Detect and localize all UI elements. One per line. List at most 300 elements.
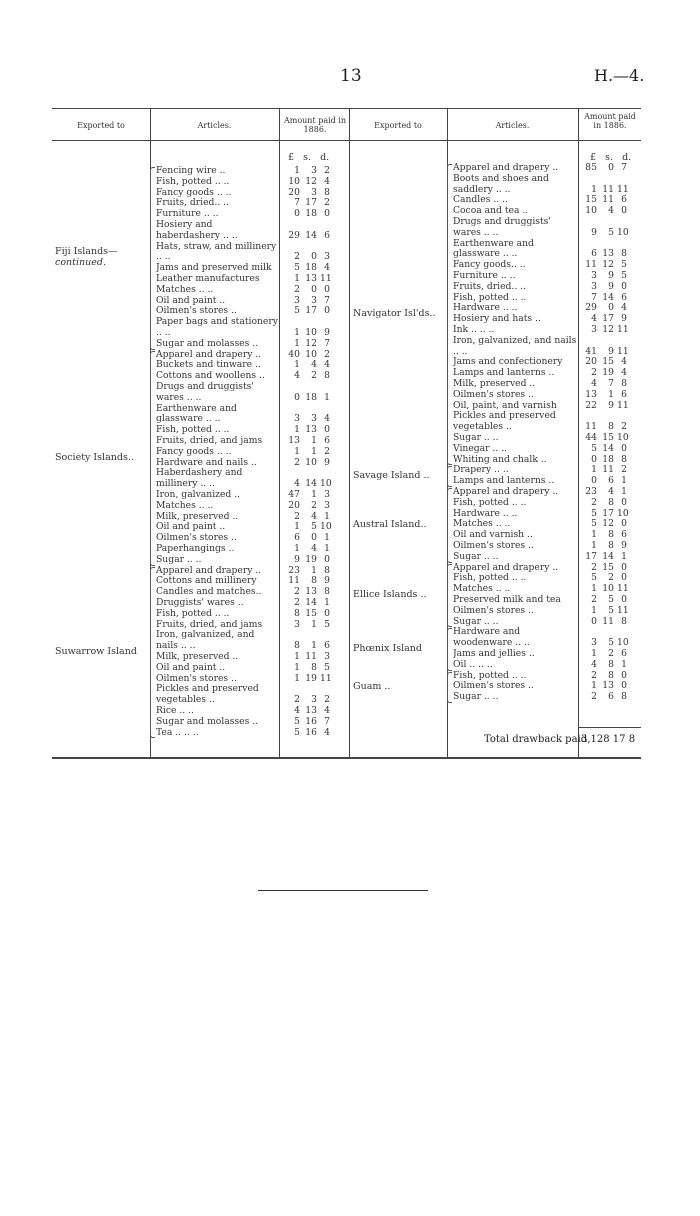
amount-pounds: 85 [585,162,597,173]
article-name: Lamps and lanterns .. [453,368,555,379]
group-brace [150,351,155,566]
table-row [453,260,644,271]
amount-pounds: 4 [591,313,597,325]
amount-shillings: 9 [608,399,614,411]
amount-shillings: 0 [311,251,317,263]
amount-shillings: 1 [311,488,317,500]
amount-pence: 0 [621,680,627,692]
amount-shillings: 17 [305,305,317,317]
table-row [156,490,347,501]
amount-pence: 4 [324,704,330,716]
article-name: Boots and shoes and saddlery .. .. [453,173,549,195]
amount-pounds: 13 [288,434,300,446]
table-row [453,627,644,649]
amount-pounds: 4 [591,658,597,670]
table-row [156,684,347,706]
destination-label: Austral Island.. [353,518,427,530]
amount-shillings: 2 [311,370,317,382]
amount-pounds: 1 [591,529,597,541]
unit-shillings: s. [303,152,312,163]
group-brace [447,564,452,628]
amount-pounds: 2 [294,586,300,598]
amount-pounds: 1 [591,464,597,476]
amount-pounds: 47 [288,488,300,500]
header-bottom-rule [52,140,641,141]
article-name: Fancy goods.. .. [453,260,526,271]
amount-pence: 1 [324,542,330,554]
article-name: Cocoa and tea .. [453,206,529,217]
amount-pounds: 22 [585,399,597,411]
article-name: Oil and varnish .. [453,530,533,541]
article-name: Apparel and drapery .. [453,163,559,173]
amount-shillings: 5 [311,521,317,533]
article-name: Pickles and preserved vegetables .. [156,684,259,706]
amount-shillings: 12 [602,518,614,530]
amount-shillings: 8 [608,496,614,508]
amount-pence: 4 [324,413,330,425]
table-row [156,198,347,209]
amount-pounds: 1 [591,647,597,659]
destination-group [453,487,644,563]
article-name: Matches .. .. [453,519,511,530]
amount-pence: 11 [617,604,629,616]
article-name: Iron, galvanized, and nails .. .. [156,630,255,652]
table-row [156,425,347,436]
destination-group [453,627,644,670]
amount-shillings: 12 [305,175,317,187]
amount-pounds: 2 [591,561,597,573]
table-row [453,487,644,498]
amount-pounds: 2 [294,694,300,706]
table-row [156,296,347,307]
group-brace [447,672,452,703]
article-name: Hardware .. .. [453,303,518,314]
article-name: Matches .. .. [453,584,511,595]
article-name: Earthenware and glassware .. .. [156,403,237,425]
amount-pence: 1 [621,486,627,497]
table-row [453,509,644,520]
article-name: Haberdashery and millinery .. .. [156,468,243,490]
amount-pounds: 3 [294,294,300,306]
amount-shillings: 18 [305,208,317,220]
article-name: Drugs and druggists' wares .. .. [156,381,254,403]
amount-pence: 11 [617,323,629,335]
article-name: Iron, galvanized .. [156,489,241,500]
article-name: Matches .. .. [156,500,214,511]
amount-shillings: 18 [602,453,614,465]
table-row [453,595,644,606]
amount-pence: 2 [621,464,627,476]
amount-pounds: 1 [294,521,300,533]
amount-pence: 7 [621,162,627,173]
amount-pounds: 13 [585,388,597,400]
destination-group [453,671,644,703]
amount-shillings: 0 [608,162,614,173]
amount-pence: 9 [621,539,627,551]
amount-pence: 0 [324,305,330,317]
table-row [156,220,347,242]
article-name: Drapery .. .. [453,465,509,476]
article-name: Sugar .. .. [453,551,499,562]
amount-pounds: 2 [294,456,300,468]
amount-shillings: 10 [305,456,317,468]
destination-label: Savage Island .. [353,470,430,482]
amount-shillings: 1 [608,388,614,400]
amount-pence: 4 [621,356,627,368]
table-row [453,584,644,595]
table-row [453,314,644,325]
article-name: Vinegar .. .. [453,443,508,454]
amount-shillings: 5 [608,604,614,616]
amount-pence: 5 [324,661,330,673]
amount-pounds: 5 [294,726,300,738]
page-number: 13 [340,66,362,86]
amount-shillings: 19 [602,367,614,379]
amount-pence: 2 [621,421,627,433]
article-name: Fish, potted .. .. [156,608,230,619]
amount-pounds: 11 [585,421,597,433]
amount-pence: 0 [324,607,330,619]
amount-shillings: 6 [608,691,614,703]
amount-pounds: 1 [294,359,300,371]
table-row [156,663,347,674]
table-row [156,177,347,188]
table-row [156,447,347,458]
article-name: Candles .. .. [453,195,508,206]
amount-pounds: 29 [288,229,300,241]
amount-pence: 1 [324,596,330,608]
article-name: Sugar .. .. [156,554,202,565]
table-row [453,239,644,261]
destination-label: Suwarrow Island [55,646,137,657]
amount-pence: 0 [621,518,627,530]
article-name: Tea .. .. .. [156,727,199,738]
amount-pounds: 0 [294,208,300,220]
table-row [156,350,347,361]
amount-pounds: 0 [591,475,597,487]
table-row [156,533,347,544]
amount-pence: 6 [621,647,627,659]
article-name: Fruits, dried, and jams [156,435,263,446]
amount-shillings: 3 [311,694,317,706]
table-row [453,411,644,433]
article-name: Oil .. .. .. [453,659,493,670]
amount-pence: 0 [621,669,627,681]
amount-pence: 11 [617,183,629,195]
table-row [453,692,644,703]
amount-shillings: 4 [311,359,317,371]
article-name: Sugar .. .. [453,616,499,627]
amount-shillings: 8 [311,575,317,587]
article-name: Fruits, dried.. .. [453,281,527,292]
amount-pence: 10 [617,507,629,519]
amount-shillings: 0 [311,532,317,544]
amount-shillings: 8 [311,661,317,673]
amount-pence: 8 [621,248,627,260]
article-name: Hosiery and hats .. [453,314,541,325]
amount-pence: 4 [621,367,627,379]
total-label: Total drawback paid [484,734,588,745]
table-row [453,195,644,206]
article-name: Jams and preserved milk [156,263,272,274]
amount-pence: 11 [617,399,629,411]
destination-label: Society Islands.. [55,451,134,463]
amount-shillings: 8 [608,529,614,541]
amount-shillings: 6 [608,475,614,487]
amount-pence: 0 [621,280,627,292]
amount-pounds: 1 [591,183,597,195]
amount-pence: 2 [324,197,330,209]
article-name: Paper bags and stationery .. .. [156,317,278,338]
article-name: Jams and jellies .. [453,648,535,659]
amount-pence: 11 [617,583,629,595]
table-row [156,274,347,285]
amount-pounds: 5 [294,715,300,727]
table-row [453,174,644,196]
amount-pence: 1 [324,391,330,403]
amount-shillings: 0 [608,302,614,314]
amount-shillings: 4 [311,542,317,554]
amount-pounds: 2 [294,596,300,608]
amount-pence: 7 [324,715,330,727]
article-name: Fish, potted .. .. [156,425,230,436]
amount-pence: 4 [324,726,330,738]
table-row [156,468,347,490]
amount-pence: 5 [621,259,627,271]
amount-pounds: 5 [591,507,597,519]
amount-shillings: 5 [608,226,614,238]
amount-pence: 0 [621,442,627,454]
table-row [156,360,347,371]
table-row [156,717,347,728]
destination-group [453,563,644,628]
amount-pence: 1 [621,658,627,670]
amount-pounds: 1 [294,542,300,554]
amount-shillings: 10 [602,583,614,595]
amount-pence: 0 [324,208,330,220]
article-name: Oilmen's stores .. [453,540,534,551]
amount-pence: 0 [324,553,330,565]
amount-shillings: 13 [305,704,317,716]
amount-pence: 9 [324,575,330,587]
article-name: Hardware .. .. [453,508,518,519]
amount-pounds: 1 [294,424,300,436]
amount-shillings: 1 [311,618,317,630]
table-row [453,390,644,401]
article-name: Preserved milk and tea [453,594,561,605]
amount-pounds: 1 [294,165,300,176]
amount-shillings: 16 [305,726,317,738]
amount-shillings: 0 [311,283,317,295]
amount-pence: 6 [621,529,627,541]
amount-pounds: 9 [591,226,597,238]
amount-pounds: 17 [585,550,597,562]
amount-pounds: 2 [294,251,300,263]
amount-pence: 8 [621,691,627,703]
amount-pence: 6 [621,388,627,400]
amount-pounds: 3 [591,280,597,292]
amount-pence: 0 [621,496,627,508]
table-row [156,188,347,199]
amount-pounds: 0 [591,453,597,465]
amount-pence: 9 [621,313,627,325]
amount-pence: 3 [324,251,330,263]
amount-shillings: 11 [602,183,614,195]
table-row [453,163,644,174]
table-row [453,293,644,304]
table-row [156,728,347,739]
amount-pounds: 3 [294,618,300,630]
amount-pounds: 1 [294,650,300,662]
amount-shillings: 15 [602,431,614,443]
article-name: Furniture .. .. [453,270,516,281]
article-name: Sugar .. .. [453,432,499,443]
table-row [156,566,347,577]
group-brace [447,164,452,465]
article-name: Fruits, dried, and jams [156,619,263,630]
amount-shillings: 18 [305,391,317,403]
article-name: Leather manufactures [156,273,260,284]
amount-shillings: 16 [305,715,317,727]
amount-pounds: 2 [591,367,597,379]
article-name: Hardware and nails .. [156,457,257,468]
article-name: Hardware and woodenware .. .. [453,627,530,649]
amount-pounds: 44 [585,431,597,443]
amount-pounds: 2 [591,691,597,703]
amount-pence: 5 [621,269,627,281]
amount-shillings: 1 [311,640,317,652]
amount-pounds: 1 [294,445,300,457]
amount-pounds: 3 [591,637,597,649]
amount-pence: 8 [324,370,330,382]
table-row [156,166,347,177]
unit-shillings: s. [605,152,614,163]
amount-shillings: 15 [602,561,614,573]
table-row [156,242,347,264]
article-name: Oil and paint .. [156,295,226,306]
amount-shillings: 12 [602,323,614,335]
amount-shillings: 19 [305,672,317,684]
amount-shillings: 14 [602,442,614,454]
article-name: Fish, potted .. .. [453,670,527,681]
amount-pence: 4 [621,302,627,314]
amount-pounds: 15 [585,194,597,206]
amount-shillings: 1 [311,445,317,457]
article-name: Cottons and woollens .. [156,371,265,382]
destination-label: Navigator Isl'ds.. [353,308,436,320]
amount-shillings: 19 [305,553,317,565]
article-name: Sugar .. .. [453,692,499,703]
article-name: Fish, potted .. .. [453,497,527,508]
amount-pence: 0 [324,424,330,436]
amount-shillings: 13 [305,586,317,598]
header-articles-right: Articles. [495,121,530,130]
group-brace [447,466,452,487]
article-name: Apparel and drapery .. [453,487,559,497]
amount-pounds: 6 [294,532,300,544]
destination-label: Guam .. [353,680,391,692]
amount-shillings: 3 [311,413,317,425]
table-row [156,598,347,609]
amount-pence: 8 [324,564,330,576]
article-name: Whiting and chalk .. [453,454,547,465]
amount-pence: 8 [324,586,330,598]
destination-group [156,166,347,350]
amount-pounds: 7 [294,197,300,209]
amount-shillings: 11 [305,650,317,662]
article-name: Earthenware and glassware .. .. [453,238,534,260]
article-name: Oilmen's stores .. [156,533,237,544]
amount-pence: 5 [324,618,330,630]
table-row [156,382,347,404]
table-row [453,541,644,552]
amount-pounds: 5 [294,305,300,317]
amount-pounds: 23 [288,564,300,576]
table-row [156,371,347,382]
article-name: Fruits, dried.. .. [156,198,230,209]
amount-pounds: 11 [585,259,597,271]
amount-pence: 10 [617,226,629,238]
amount-pounds: 6 [591,248,597,260]
table-row [156,544,347,555]
article-name: Fancy goods .. .. [156,187,232,198]
unit-pounds: £ [288,152,295,163]
amount-pounds: 23 [585,486,597,497]
amount-shillings: 5 [608,593,614,605]
amount-pounds: 5 [591,442,597,454]
table-row [156,458,347,469]
amount-shillings: 1 [311,564,317,576]
amount-shillings: 10 [305,326,317,338]
table-row [453,368,644,379]
table-row [156,620,347,631]
table-row [156,706,347,717]
table-row [453,303,644,314]
amount-pence: 10 [617,637,629,649]
table-row [453,401,644,412]
amount-pounds: 10 [585,205,597,217]
unit-pounds: £ [590,152,597,163]
unit-pence: d. [622,152,632,163]
table-row [156,587,347,598]
amount-shillings: 8 [608,669,614,681]
amount-shillings: 8 [608,658,614,670]
amount-pounds: 1 [294,337,300,349]
amount-pence: 9 [324,326,330,338]
amount-pence: 8 [621,615,627,627]
amount-shillings: 15 [602,356,614,368]
table-row [453,552,644,563]
amount-pence: 9 [324,456,330,468]
amount-pence: 11 [320,272,332,284]
amount-pence: 4 [324,359,330,371]
amount-pence: 7 [324,337,330,349]
table-row [453,476,644,487]
amount-pounds: 1 [591,583,597,595]
amount-shillings: 4 [311,510,317,522]
table-row [156,630,347,652]
amount-pence: 1 [621,550,627,562]
amount-shillings: 12 [602,259,614,271]
article-name: Iron, galvanized, and nails .. .. [453,335,577,357]
amount-pounds: 2 [591,669,597,681]
amount-pounds: 1 [294,272,300,284]
table-row [156,674,347,685]
article-name: Oil, paint, and varnish [453,400,557,411]
amount-pounds: 5 [294,262,300,274]
table-row [453,617,644,628]
amount-pounds: 10 [288,175,300,187]
